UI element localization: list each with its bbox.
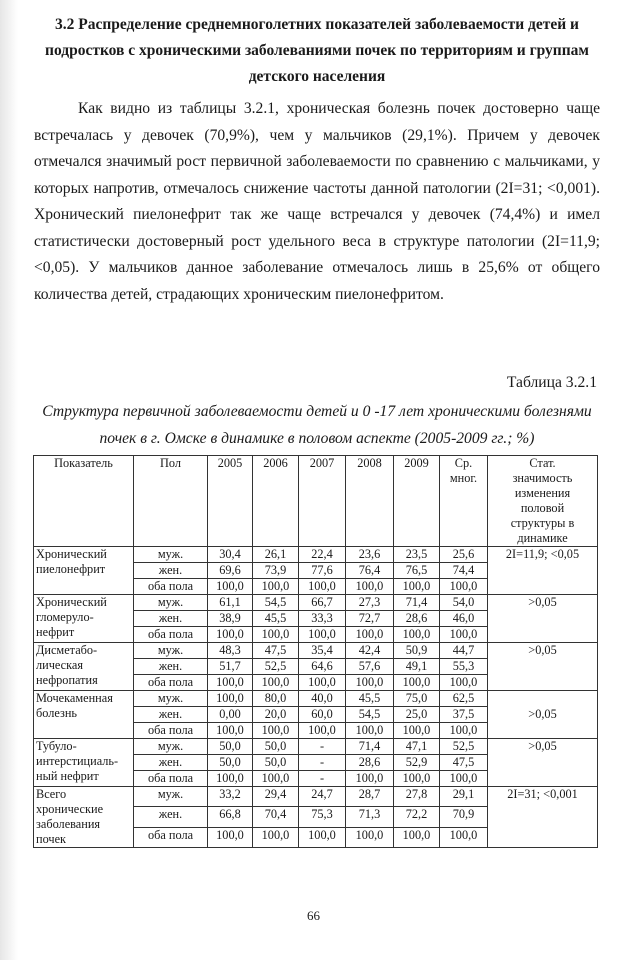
sex-cell: оба пола: [134, 723, 208, 739]
value-cell: 100,0: [440, 675, 488, 691]
header-indicator: Показатель: [34, 456, 134, 547]
table-row: [34, 547, 598, 563]
value-cell: 100,0: [299, 675, 346, 691]
value-cell: 50,9: [394, 643, 440, 659]
value-cell: 29,4: [253, 787, 299, 807]
value-cell: 25,0: [394, 707, 440, 723]
value-cell: 23,5: [394, 547, 440, 563]
table-row: [34, 595, 598, 611]
value-cell: 46,0: [440, 611, 488, 627]
value-cell: 73,9: [253, 563, 299, 579]
value-cell: 50,0: [253, 755, 299, 771]
value-cell: 50,0: [208, 739, 253, 755]
sex-cell: жен.: [134, 707, 208, 723]
value-cell: 29,1: [440, 787, 488, 807]
significance-cell: >0,05: [488, 643, 598, 691]
value-cell: 100,0: [253, 771, 299, 787]
table-row: [34, 643, 598, 659]
value-cell: 77,6: [299, 563, 346, 579]
value-cell: 100,0: [440, 627, 488, 643]
value-cell: -: [299, 771, 346, 787]
header-2006: 2006: [253, 456, 299, 547]
value-cell: 42,4: [346, 643, 394, 659]
value-cell: 72,7: [346, 611, 394, 627]
sex-cell: муж.: [134, 691, 208, 707]
value-cell: 24,7: [299, 787, 346, 807]
value-cell: 100,0: [299, 723, 346, 739]
value-cell: 100,0: [346, 771, 394, 787]
value-cell: 100,0: [208, 723, 253, 739]
page-number: 66: [307, 908, 320, 923]
value-cell: 74,4: [440, 563, 488, 579]
table-row: [34, 691, 598, 707]
value-cell: 20,0: [253, 707, 299, 723]
header-average: Ср. мног.: [440, 456, 488, 547]
value-cell: 50,0: [208, 755, 253, 771]
value-cell: 54,0: [440, 595, 488, 611]
value-cell: 72,2: [394, 807, 440, 827]
table-caption: Структура первичной заболеваемости детей и 0 -17 лет хроническими болезнями почек в г. Омске в динамике в половом аспекте (2005-2009 гг.; %): [42, 403, 592, 447]
value-cell: 48,3: [208, 643, 253, 659]
sex-cell: муж.: [134, 643, 208, 659]
value-cell: 50,0: [253, 739, 299, 755]
value-cell: 52,5: [253, 659, 299, 675]
header-sex: Пол: [134, 456, 208, 547]
sex-cell: жен.: [134, 807, 208, 827]
value-cell: 71,4: [346, 739, 394, 755]
value-cell: 54,5: [253, 595, 299, 611]
value-cell: 52,9: [394, 755, 440, 771]
value-cell: 100,0: [346, 579, 394, 595]
sex-cell: жен.: [134, 659, 208, 675]
table-number: Таблица 3.2.1: [506, 374, 597, 391]
value-cell: 30,4: [208, 547, 253, 563]
sex-cell: оба пола: [134, 627, 208, 643]
value-cell: 60,0: [299, 707, 346, 723]
value-cell: 100,0: [253, 723, 299, 739]
value-cell: 100,0: [394, 579, 440, 595]
value-cell: 100,0: [440, 827, 488, 847]
body-paragraph: [34, 96, 600, 308]
value-cell: 100,0: [208, 675, 253, 691]
value-cell: 70,9: [440, 807, 488, 827]
value-cell: 75,3: [299, 807, 346, 827]
sex-cell: оба пола: [134, 579, 208, 595]
table-row: [34, 787, 598, 807]
sex-cell: муж.: [134, 595, 208, 611]
value-cell: 35,4: [299, 643, 346, 659]
value-cell: 100,0: [299, 827, 346, 847]
sex-cell: муж.: [134, 787, 208, 807]
value-cell: 57,6: [346, 659, 394, 675]
sex-cell: муж.: [134, 739, 208, 755]
sex-cell: оба пола: [134, 771, 208, 787]
value-cell: 100,0: [208, 771, 253, 787]
value-cell: 44,7: [440, 643, 488, 659]
value-cell: 64,6: [299, 659, 346, 675]
value-cell: 25,6: [440, 547, 488, 563]
sex-cell: муж.: [134, 547, 208, 563]
value-cell: 37,5: [440, 707, 488, 723]
header-2005: 2005: [208, 456, 253, 547]
value-cell: 75,0: [394, 691, 440, 707]
indicator-cell: Хронический гломеруло-нефрит: [34, 595, 134, 643]
value-cell: 40,0: [299, 691, 346, 707]
value-cell: 100,0: [299, 627, 346, 643]
header-2007: 2007: [299, 456, 346, 547]
table-header-row: [34, 456, 598, 547]
value-cell: 100,0: [253, 579, 299, 595]
sex-cell: оба пола: [134, 675, 208, 691]
value-cell: 47,5: [440, 755, 488, 771]
value-cell: 22,4: [299, 547, 346, 563]
section-heading: 3.2 Распределение среднемноголетних показателей заболеваемости детей и подростков с хроническими заболеваниями почек по территориям и группам детского населения: [45, 16, 589, 85]
value-cell: 100,0: [208, 691, 253, 707]
value-cell: 55,3: [440, 659, 488, 675]
data-table: [33, 455, 598, 848]
value-cell: 76,5: [394, 563, 440, 579]
value-cell: 100,0: [394, 771, 440, 787]
value-cell: 100,0: [253, 627, 299, 643]
value-cell: 54,5: [346, 707, 394, 723]
value-cell: 71,4: [394, 595, 440, 611]
value-cell: 45,5: [253, 611, 299, 627]
header-2008: 2008: [346, 456, 394, 547]
value-cell: 71,3: [346, 807, 394, 827]
value-cell: 100,0: [208, 827, 253, 847]
significance-cell: >0,05: [488, 595, 598, 643]
value-cell: 80,0: [253, 691, 299, 707]
value-cell: 0,00: [208, 707, 253, 723]
value-cell: 47,1: [394, 739, 440, 755]
value-cell: 66,8: [208, 807, 253, 827]
value-cell: 47,5: [253, 643, 299, 659]
value-cell: 28,7: [346, 787, 394, 807]
scan-edge-shadow: [0, 0, 18, 960]
value-cell: 100,0: [346, 627, 394, 643]
value-cell: 28,6: [346, 755, 394, 771]
value-cell: 27,8: [394, 787, 440, 807]
indicator-cell: Дисметабо-лическая нефропатия: [34, 643, 134, 691]
value-cell: 28,6: [394, 611, 440, 627]
value-cell: 100,0: [253, 827, 299, 847]
sex-cell: оба пола: [134, 827, 208, 847]
table-row: [34, 739, 598, 755]
value-cell: 76,4: [346, 563, 394, 579]
header-significance: Стат. значимость изменения половой структуры в динамике: [488, 456, 598, 547]
value-cell: 49,1: [394, 659, 440, 675]
value-cell: 100,0: [346, 827, 394, 847]
indicator-cell: Тубуло-интерстициаль-ный нефрит: [34, 739, 134, 787]
value-cell: 69,6: [208, 563, 253, 579]
value-cell: -: [299, 755, 346, 771]
value-cell: 100,0: [394, 827, 440, 847]
value-cell: 100,0: [394, 627, 440, 643]
sex-cell: жен.: [134, 563, 208, 579]
value-cell: 100,0: [208, 627, 253, 643]
value-cell: 33,2: [208, 787, 253, 807]
value-cell: 100,0: [253, 675, 299, 691]
header-2009: 2009: [394, 456, 440, 547]
value-cell: 51,7: [208, 659, 253, 675]
value-cell: 100,0: [394, 723, 440, 739]
value-cell: -: [299, 739, 346, 755]
value-cell: 100,0: [299, 579, 346, 595]
table-body: [34, 547, 598, 848]
value-cell: 27,3: [346, 595, 394, 611]
indicator-cell: Всего хронические заболевания почек: [34, 787, 134, 848]
indicator-cell: Мочекаменная болезнь: [34, 691, 134, 739]
body-paragraph-text: Как видно из таблицы 3.2.1, хроническая болезнь почек достоверно чаще встречалась у девочек (70,9%), чем у мальчиков (29,1%). Причем у девочек отмечался значимый рост первичной заболеваемости по сравнению с мальчиками, у которых напротив, отмечалось снижение частоты данной патологии (2I=31; <0,001). Хронический пиелонефрит так же чаще встречался у девочек (74,4%) и имел статистически достоверный рост удельного веса в структуре патологии (2I=11,9; <0,05). У мальчиков данное заболевание отмечалось лишь в 25,6% от общего количества детей, страдающих хроническим пиелонефритом.: [34, 100, 600, 303]
sex-cell: жен.: [134, 611, 208, 627]
significance-cell: >0,05: [488, 739, 598, 787]
value-cell: 33,3: [299, 611, 346, 627]
value-cell: 61,1: [208, 595, 253, 611]
value-cell: 100,0: [440, 723, 488, 739]
value-cell: 23,6: [346, 547, 394, 563]
value-cell: 100,0: [440, 771, 488, 787]
significance-cell: >0,05: [488, 691, 598, 739]
significance-cell: 2I=31; <0,001: [488, 787, 598, 848]
value-cell: 100,0: [346, 675, 394, 691]
value-cell: 45,5: [346, 691, 394, 707]
value-cell: 100,0: [394, 675, 440, 691]
value-cell: 100,0: [208, 579, 253, 595]
value-cell: 100,0: [346, 723, 394, 739]
indicator-cell: Хронический пиелонефрит: [34, 547, 134, 595]
value-cell: 100,0: [440, 579, 488, 595]
value-cell: 70,4: [253, 807, 299, 827]
value-cell: 52,5: [440, 739, 488, 755]
value-cell: 38,9: [208, 611, 253, 627]
value-cell: 26,1: [253, 547, 299, 563]
sex-cell: жен.: [134, 755, 208, 771]
value-cell: 62,5: [440, 691, 488, 707]
value-cell: 66,7: [299, 595, 346, 611]
significance-cell: 2I=11,9; <0,05: [488, 547, 598, 595]
